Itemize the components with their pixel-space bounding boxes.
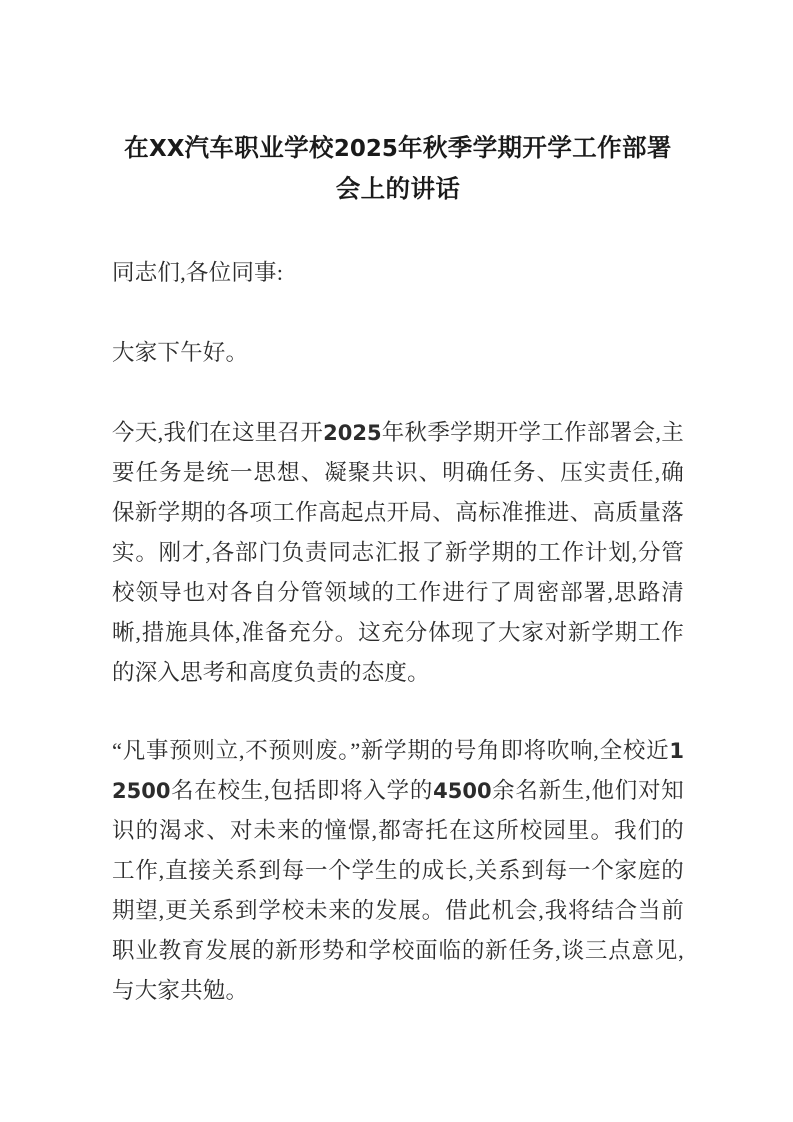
title-suffix: 年秋季学期开学工作部署会 <box>335 133 672 203</box>
student-count: 12500 <box>112 739 684 803</box>
new-student-count: 4500 <box>433 779 492 803</box>
title-year: 2025 <box>333 136 398 162</box>
paragraph-4-part-2: 名在校生,包括即将入学的 <box>170 778 434 803</box>
title-school-code: XX <box>149 136 185 162</box>
title-body-gap <box>112 209 684 253</box>
paragraph-gap-1 <box>112 293 684 333</box>
salutation: 同志们,各位同事: <box>112 260 284 285</box>
paragraph-4-part-3: 余名新生,他们对知识的渴求、对未来的憧憬,都寄托在这所校园里。我们的工作,直接关系到每一个学生的成长,关系到每一个家庭的期望,更关系到学校未来的发展。借此机会,我将结合当前职业教育发展的新形势和学校面临的新任务,谈三点意见,与大家共勉。 <box>112 778 684 1003</box>
title-line-two: 上的讲话 <box>360 174 461 203</box>
paragraph-gap-3 <box>112 693 684 731</box>
title-prefix: 在 <box>124 133 150 162</box>
document-content <box>112 128 684 1011</box>
paragraph-3-part-2: 年秋季学期开学工作部署会,主要任务是统一思想、凝聚共识、明确任务、压实责任,确保新学期的各项工作高起点开局、高标准推进、高质量落实。刚才,各部门负责同志汇报了新学期的工作计划,分管校领导也对各自分管领域的工作进行了周密部署,思路清晰,措施具体,准备充分。这充分体现了大家对新学期工作的深入思考和高度负责的态度。 <box>112 420 684 685</box>
title-school-name: 汽车职业学校 <box>184 133 334 162</box>
paragraph-new-semester-outlook <box>112 731 684 1011</box>
page-title <box>112 128 684 209</box>
paragraph-gap-2 <box>112 373 684 413</box>
paragraph-3-part-1: 今天,我们在这里召开 <box>112 420 324 445</box>
paragraph-4-part-1: “凡事预则立,不预则废。”新学期的号角即将吹响,全校近 <box>112 738 670 763</box>
paragraph-3-year: 2025 <box>323 421 382 445</box>
greeting: 大家下午好。 <box>112 340 249 365</box>
paragraph-meeting-purpose <box>112 413 684 693</box>
